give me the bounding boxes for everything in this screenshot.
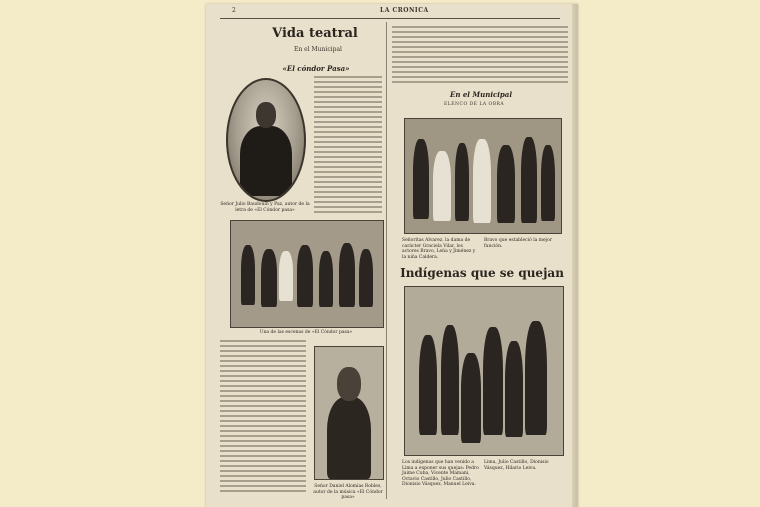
indigenous-group-photo — [404, 286, 564, 456]
column-divider — [386, 22, 387, 499]
page-number: 2 — [232, 7, 236, 14]
cast-caption-2: Bravo que estableció la mejor función. — [484, 238, 552, 249]
feature-caption-2: Lima, Julio Castillo, Dionisio Vásquez, Hilario Leiva. — [484, 460, 549, 471]
article-body-text-2 — [220, 340, 306, 500]
cast-caption: Señoritas Alvarez, la dama de carácter Graciela Vilar, los actores Bravo, Leña y Jiménez y la niña Caldera. — [402, 238, 476, 260]
section-subheading: ELENCO DE LA OBRA — [444, 102, 505, 107]
article-title: Vida teatral — [272, 26, 358, 41]
newspaper-page — [206, 4, 578, 507]
portrait-head — [256, 102, 276, 128]
scene-caption: Una de las escenas de «El Cóndor pasa» — [259, 330, 353, 335]
feature-heading: Indígenas que se quejan — [400, 266, 564, 280]
section-heading: En el Municipal — [449, 90, 512, 99]
scene-photo — [230, 220, 384, 328]
portrait-caption: Señor Julio Baudouin y Paz, autor de la letra de «El Cóndor pasa» — [220, 202, 310, 213]
newspaper-name: LA CRONICA — [380, 7, 429, 14]
cast-photo — [404, 118, 562, 234]
portrait-photo — [226, 78, 306, 202]
header-rule — [220, 18, 560, 19]
composer-caption: Señor Daniel Alomías Robles, autor de la música «El Cóndor pasa» — [313, 484, 383, 500]
page-header — [212, 7, 568, 17]
article-subhead: «El cóndor Pasa» — [282, 64, 350, 73]
composer-photo — [314, 346, 384, 480]
portrait-figure — [240, 126, 292, 196]
article-body-text — [314, 76, 382, 220]
right-top-text — [392, 26, 568, 88]
article-byline: En el Municipal — [294, 46, 342, 53]
feature-caption: Los indígenas que han venido a Lima a exponer sus quejas: Pedro Jaime Cuba, Vicente Mamani, Octavio Castillo, Julio Castillo, Dionisio Vásquez, Manuel Leiva. — [402, 460, 479, 487]
page-edge — [572, 4, 578, 507]
